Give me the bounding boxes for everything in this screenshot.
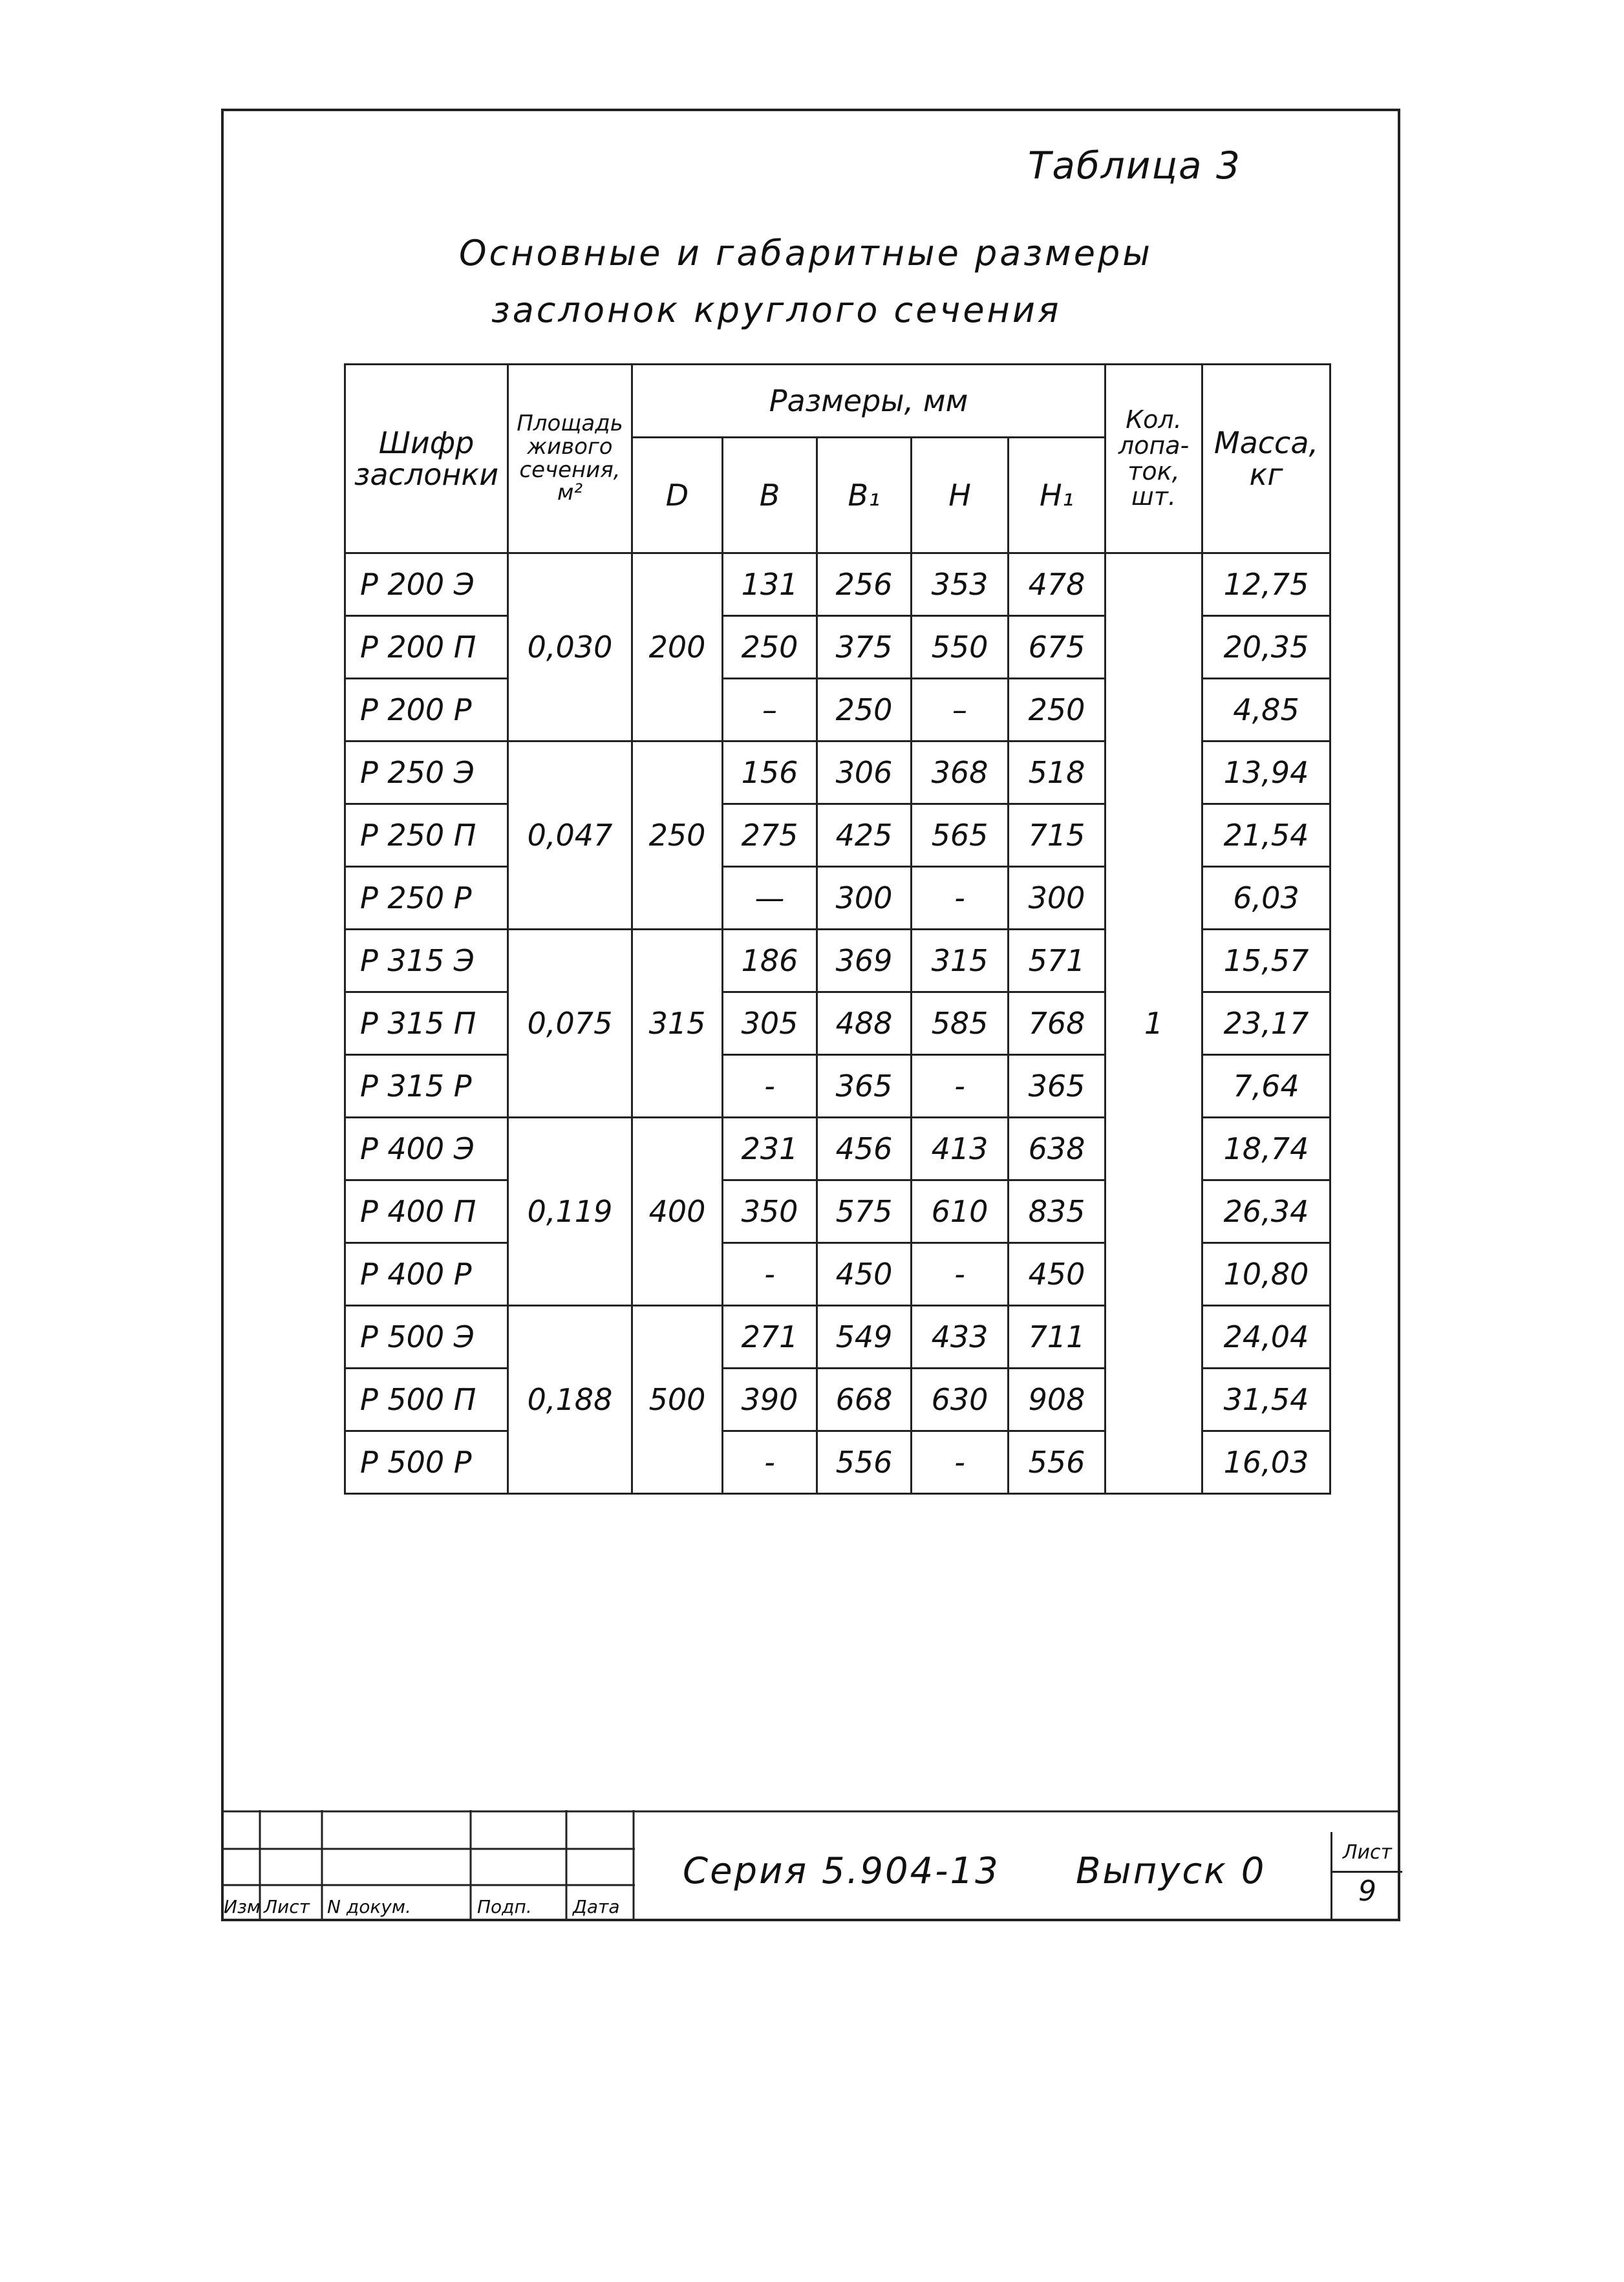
cell-H: - [912,867,1009,930]
cell-H1: 711 [1009,1306,1106,1369]
table-row [345,553,1330,616]
cell-H: 630 [912,1369,1009,1431]
header-area: Площадь живого сечения, м² [508,365,632,553]
cell-B: - [723,1243,817,1306]
sheet-number: 9 [1358,1875,1376,1908]
cell-H: 368 [912,741,1009,804]
cell-B: 131 [723,553,817,616]
cell-B1: 488 [817,992,912,1055]
cell-mass: 4,85 [1202,679,1330,741]
cell-B1: 556 [817,1431,912,1494]
header-code: Шифр заслонки [345,365,508,553]
cell-B1: 250 [817,679,912,741]
cell-B: 250 [723,616,817,679]
cell-H1: 835 [1009,1180,1106,1243]
title-block [221,1810,1400,1921]
cell-H1: 365 [1009,1055,1106,1118]
cell-B1: 306 [817,741,912,804]
cell-B: - [723,1055,817,1118]
stamp-list: Лист [264,1896,310,1917]
cell-blades: 1 [1106,553,1202,1494]
stamp-izm: Изм [224,1896,261,1917]
cell-H: 433 [912,1306,1009,1369]
cell-H: – [912,679,1009,741]
cell-H1: 556 [1009,1431,1106,1494]
cell-area: 0,188 [508,1306,632,1494]
sheet-label: Лист [1332,1835,1402,1873]
cell-B1: 375 [817,616,912,679]
cell-code: Р 200 Э [345,553,508,616]
cell-area: 0,047 [508,741,632,930]
cell-H1: 638 [1009,1118,1106,1180]
cell-mass: 15,57 [1202,930,1330,992]
cell-H1: 571 [1009,930,1106,992]
stamp-date: Дата [573,1896,620,1917]
cell-code: Р 250 Р [345,867,508,930]
header-B1: B₁ [817,438,912,553]
cell-H: 315 [912,930,1009,992]
header-H: H [912,438,1009,553]
cell-B: 156 [723,741,817,804]
cell-mass: 7,64 [1202,1055,1330,1118]
cell-B: 275 [723,804,817,867]
cell-diameter: 500 [632,1306,723,1494]
header-H1: H₁ [1009,438,1106,553]
header-blades: Кол. лопа- ток, шт. [1106,365,1202,553]
cell-H1: 768 [1009,992,1106,1055]
cell-B: — [723,867,817,930]
table-body [345,553,1330,1494]
cell-diameter: 200 [632,553,723,741]
cell-code: Р 500 Р [345,1431,508,1494]
table-label: Таблица 3 [1028,144,1241,187]
cell-B1: 575 [817,1180,912,1243]
cell-H1: 908 [1009,1369,1106,1431]
cell-mass: 31,54 [1202,1369,1330,1431]
cell-B1: 549 [817,1306,912,1369]
cell-mass: 24,04 [1202,1306,1330,1369]
cell-H: 353 [912,553,1009,616]
cell-H: - [912,1243,1009,1306]
cell-mass: 10,80 [1202,1243,1330,1306]
cell-code: Р 200 Р [345,679,508,741]
cell-H: - [912,1431,1009,1494]
cell-area: 0,119 [508,1118,632,1306]
cell-code: Р 250 П [345,804,508,867]
cell-B: 305 [723,992,817,1055]
series-number: Серия 5.904-13 [683,1850,1000,1892]
cell-B1: 256 [817,553,912,616]
cell-code: Р 315 П [345,992,508,1055]
cell-H1: 478 [1009,553,1106,616]
header-dimensions: Размеры, мм [632,365,1106,438]
cell-code: Р 315 Р [345,1055,508,1118]
cell-mass: 18,74 [1202,1118,1330,1180]
sheet-box [1330,1832,1402,1921]
cell-H: 610 [912,1180,1009,1243]
cell-code: Р 400 Э [345,1118,508,1180]
cell-diameter: 315 [632,930,723,1118]
cell-H: 413 [912,1118,1009,1180]
cell-B: – [723,679,817,741]
cell-mass: 12,75 [1202,553,1330,616]
cell-B: 350 [723,1180,817,1243]
cell-B: - [723,1431,817,1494]
cell-code: Р 250 Э [345,741,508,804]
cell-B1: 425 [817,804,912,867]
dimensions-table [344,363,1331,1495]
cell-H: 565 [912,804,1009,867]
cell-area: 0,030 [508,553,632,741]
cell-code: Р 400 Р [345,1243,508,1306]
cell-code: Р 200 П [345,616,508,679]
cell-mass: 26,34 [1202,1180,1330,1243]
cell-code: Р 400 П [345,1180,508,1243]
cell-H1: 250 [1009,679,1106,741]
header-D: D [632,438,723,553]
issue-number: Выпуск 0 [1076,1850,1266,1892]
title-line-2: заслонок круглого сечения [491,290,1062,330]
stamp-doc: N докум. [327,1896,411,1917]
header-B: B [723,438,817,553]
cell-area: 0,075 [508,930,632,1118]
cell-B1: 369 [817,930,912,992]
cell-B1: 456 [817,1118,912,1180]
cell-B1: 365 [817,1055,912,1118]
cell-code: Р 500 Э [345,1306,508,1369]
cell-mass: 23,17 [1202,992,1330,1055]
title-line-1: Основные и габаритные размеры [459,233,1153,273]
cell-mass: 20,35 [1202,616,1330,679]
cell-mass: 21,54 [1202,804,1330,867]
cell-H: 585 [912,992,1009,1055]
header-mass: Масса, кг [1202,365,1330,553]
cell-diameter: 400 [632,1118,723,1306]
cell-B1: 300 [817,867,912,930]
cell-H1: 300 [1009,867,1106,930]
cell-mass: 6,03 [1202,867,1330,930]
cell-mass: 13,94 [1202,741,1330,804]
cell-mass: 16,03 [1202,1431,1330,1494]
cell-B: 271 [723,1306,817,1369]
cell-H: 550 [912,616,1009,679]
cell-B: 231 [723,1118,817,1180]
cell-H1: 450 [1009,1243,1106,1306]
cell-B: 186 [723,930,817,992]
cell-code: Р 500 П [345,1369,508,1431]
cell-B1: 668 [817,1369,912,1431]
cell-diameter: 250 [632,741,723,930]
cell-H1: 715 [1009,804,1106,867]
cell-B1: 450 [817,1243,912,1306]
cell-H1: 518 [1009,741,1106,804]
stamp-sign: Подп. [477,1896,532,1917]
cell-code: Р 315 Э [345,930,508,992]
cell-H: - [912,1055,1009,1118]
cell-H1: 675 [1009,616,1106,679]
cell-B: 390 [723,1369,817,1431]
